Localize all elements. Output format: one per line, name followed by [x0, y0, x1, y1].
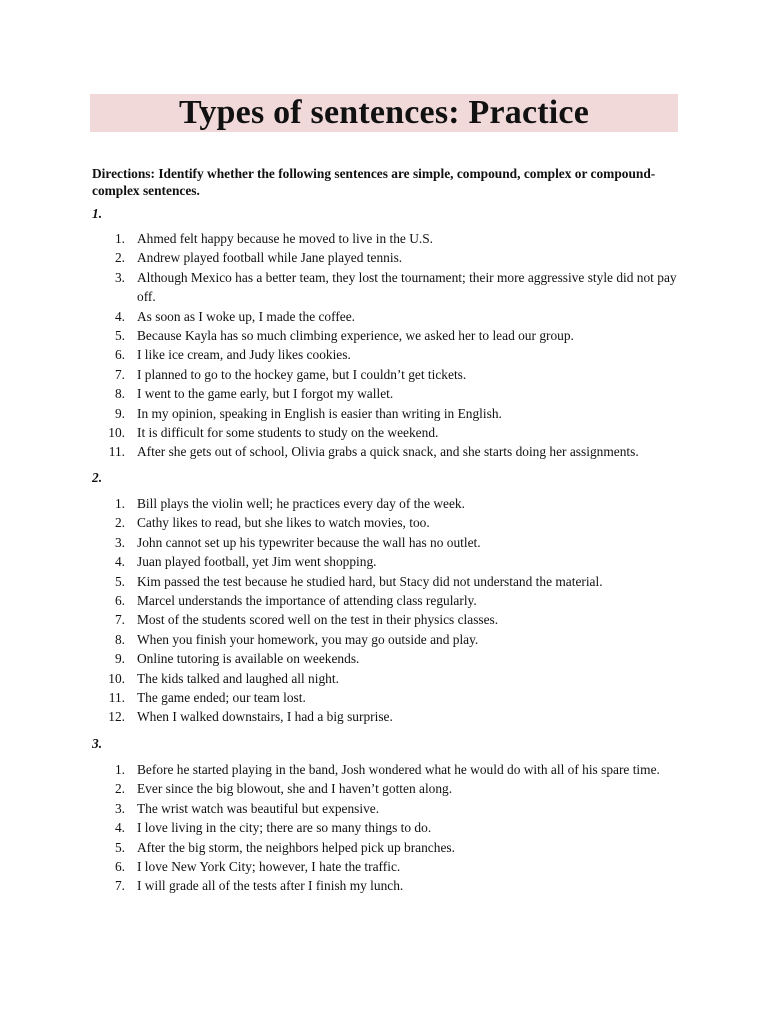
list-item	[92, 838, 682, 857]
sentence-text: After she gets out of school, Olivia grabs a quick snack, and she starts doing her assignments.	[137, 444, 639, 460]
item-number: 2.	[114, 515, 125, 531]
sentence-text: Andrew played football while Jane played tennis.	[137, 250, 403, 266]
list-item	[92, 610, 682, 629]
item-number: 9.	[114, 651, 125, 667]
sentence-text: I love New York City; however, I hate the traffic.	[137, 859, 401, 875]
list-item	[92, 707, 682, 726]
item-number: 5.	[114, 328, 125, 344]
page-title: Types of sentences: Practice	[179, 94, 589, 131]
item-number: 8.	[114, 631, 125, 647]
item-number: 7.	[114, 878, 125, 894]
list-item	[92, 494, 682, 513]
list-item	[92, 513, 682, 532]
list-item	[92, 876, 682, 895]
sentence-text: Although Mexico has a better team, they lost the tournament; their more aggressive style did not pay off.	[137, 269, 677, 305]
list-item	[92, 326, 682, 345]
list-item	[92, 760, 682, 779]
item-number: 4.	[114, 308, 125, 324]
item-number: 5.	[114, 573, 125, 589]
list-item	[92, 384, 682, 403]
item-number: 3.	[114, 534, 125, 550]
sentence-text: As soon as I woke up, I made the coffee.	[137, 308, 356, 324]
item-number: 12.	[108, 709, 125, 725]
section-label-1: 1.	[92, 206, 103, 221]
sentence-text: Online tutoring is available on weekends.	[137, 651, 360, 667]
item-number: 2.	[114, 781, 125, 797]
list-item	[92, 818, 682, 837]
sentence-text: John cannot set up his typewriter because the wall has no outlet.	[137, 534, 481, 550]
sentence-text: Because Kayla has so much climbing experience, we asked her to lead our group.	[137, 328, 574, 344]
sentence-text: Before he started playing in the band, Josh wondered what he would do with all of his spare time.	[137, 762, 660, 777]
item-number: 1.	[114, 496, 125, 511]
sentence-text: Most of the students scored well on the test in their physics classes.	[137, 612, 499, 628]
directions-text: Directions: Identify whether the following sentences are simple, compound, complex or compound-complex sentences.	[92, 166, 656, 198]
list-item	[92, 688, 682, 707]
section-label-3: 3.	[92, 736, 103, 751]
sentence-text: In my opinion, speaking in English is easier than writing in English.	[137, 405, 502, 421]
item-number: 10.	[108, 425, 125, 441]
sentence-text: The wrist watch was beautiful but expensive.	[137, 800, 380, 816]
sentence-text: Marcel understands the importance of attending class regularly.	[137, 593, 477, 609]
sentence-text: Ahmed felt happy because he moved to live in the U.S.	[137, 231, 434, 246]
sentence-text: The kids talked and laughed all night.	[137, 670, 339, 686]
section-label-2: 2.	[92, 470, 103, 485]
sentence-text: It is difficult for some students to study on the weekend.	[137, 425, 439, 441]
list-item	[92, 365, 682, 384]
sentence-text: Juan played football, yet Jim went shopping.	[137, 554, 377, 570]
sentence-text: When I walked downstairs, I had a big surprise.	[137, 709, 393, 725]
list-item	[92, 552, 682, 571]
section-3-list	[92, 760, 682, 896]
sentence-text: Cathy likes to read, but she likes to watch movies, too.	[137, 515, 430, 531]
section-1-list	[92, 229, 682, 462]
item-number: 5.	[114, 839, 125, 855]
item-number: 2.	[114, 250, 125, 266]
item-number: 1.	[114, 231, 125, 246]
list-item	[92, 669, 682, 688]
item-number: 11.	[108, 444, 125, 460]
sentence-text: I will grade all of the tests after I finish my lunch.	[137, 878, 404, 894]
list-item	[92, 404, 682, 423]
item-number: 11.	[108, 690, 125, 706]
sentence-text: I love living in the city; there are so many things to do.	[137, 820, 432, 836]
list-item	[92, 345, 682, 364]
list-item	[92, 307, 682, 326]
list-item	[92, 423, 682, 442]
list-item	[92, 779, 682, 798]
sentence-text: I went to the game early, but I forgot my wallet.	[137, 386, 394, 402]
list-item	[92, 857, 682, 876]
sentence-text: Kim passed the test because he studied hard, but Stacy did not understand the material.	[137, 573, 603, 589]
item-number: 6.	[114, 347, 125, 363]
list-item	[92, 442, 682, 461]
item-number: 7.	[114, 366, 125, 382]
item-number: 7.	[114, 612, 125, 628]
item-number: 3.	[114, 269, 125, 285]
list-item	[92, 649, 682, 668]
item-number: 4.	[114, 820, 125, 836]
sentence-text: Ever since the big blowout, she and I haven’t gotten along.	[137, 781, 453, 797]
sentence-text: After the big storm, the neighbors helped pick up branches.	[137, 839, 455, 855]
sentence-text: The game ended; our team lost.	[137, 690, 306, 706]
item-number: 6.	[114, 593, 125, 609]
list-item	[92, 572, 682, 591]
sentence-text: When you finish your homework, you may go outside and play.	[137, 631, 479, 647]
list-item	[92, 229, 682, 248]
item-number: 6.	[114, 859, 125, 875]
list-item	[92, 533, 682, 552]
list-item	[92, 630, 682, 649]
sentence-text: Bill plays the violin well; he practices every day of the week.	[137, 496, 465, 511]
sentence-text: I like ice cream, and Judy likes cookies.	[137, 347, 351, 363]
item-number: 1.	[114, 762, 125, 777]
sentence-text: I planned to go to the hockey game, but I couldn’t get tickets.	[137, 366, 467, 382]
list-item	[92, 799, 682, 818]
list-item	[92, 248, 682, 267]
item-number: 9.	[114, 405, 125, 421]
title-banner	[90, 94, 678, 132]
item-number: 4.	[114, 554, 125, 570]
section-2-list	[92, 494, 682, 727]
list-item	[92, 591, 682, 610]
item-number: 10.	[108, 670, 125, 686]
item-number: 3.	[114, 800, 125, 816]
item-number: 8.	[114, 386, 125, 402]
list-item	[92, 268, 682, 307]
